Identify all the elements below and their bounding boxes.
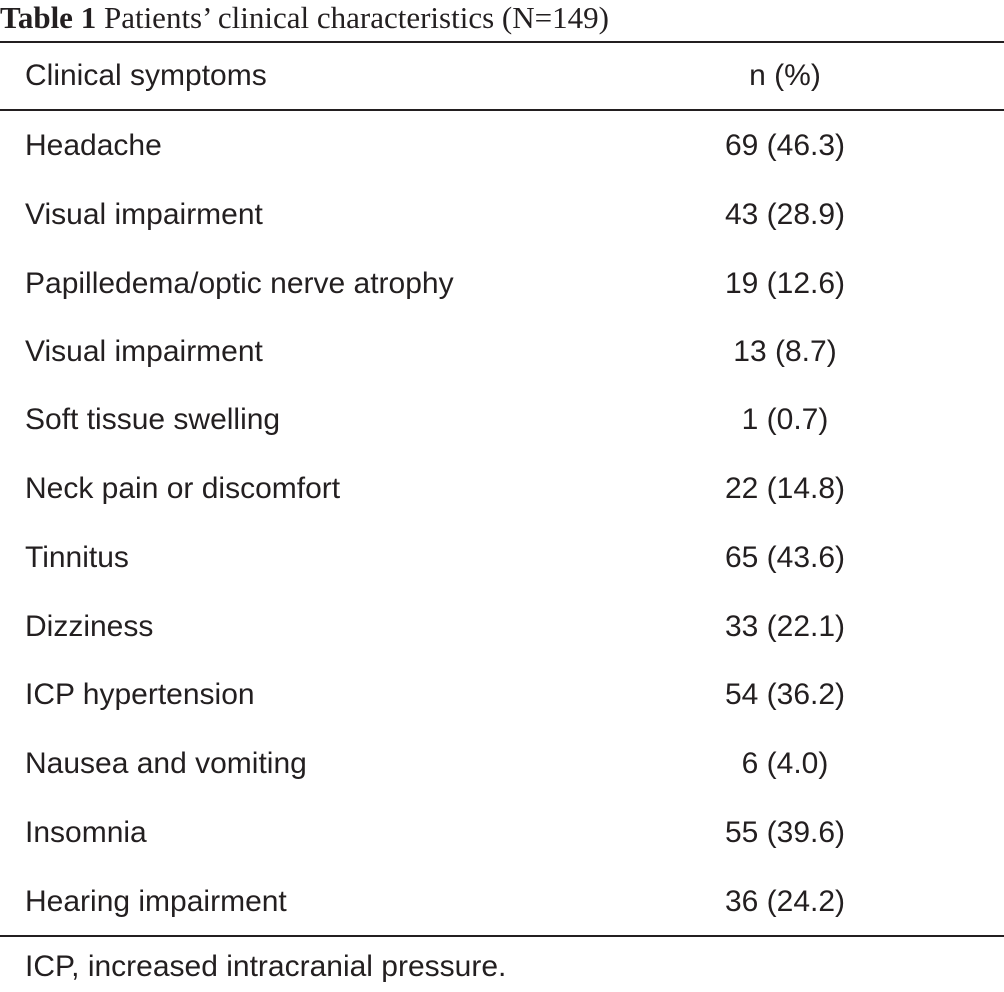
value-cell: 1 (0.7) <box>741 403 829 436</box>
table-caption-label: Table 1 <box>0 0 97 35</box>
symptom-cell: Visual impairment <box>25 198 263 231</box>
table-caption <box>0 0 609 36</box>
table-row <box>0 670 1004 720</box>
symptom-cell: Soft tissue swelling <box>25 403 281 436</box>
value-cell: 22 (14.8) <box>724 472 846 505</box>
table-row <box>0 533 1004 583</box>
table-footnote: ICP, increased intracranial pressure. <box>25 950 507 983</box>
table-row <box>0 327 1004 377</box>
value-cell: 13 (8.7) <box>733 335 837 368</box>
symptom-cell: Headache <box>25 129 162 162</box>
value-cell: 36 (24.2) <box>724 885 846 918</box>
table-bottom-rule <box>0 935 1004 937</box>
symptom-cell: Hearing impairment <box>25 885 287 918</box>
symptom-cell: Nausea and vomiting <box>25 747 307 780</box>
table-row <box>0 739 1004 789</box>
table-caption-text: Patients’ clinical characteristics (N=149) <box>103 0 609 35</box>
symptom-cell: Visual impairment <box>25 335 263 368</box>
value-cell: 6 (4.0) <box>741 747 829 780</box>
table-row <box>0 395 1004 445</box>
symptom-cell: Tinnitus <box>25 541 129 574</box>
table-row <box>0 259 1004 309</box>
value-cell: 54 (36.2) <box>724 678 846 711</box>
table-row <box>0 808 1004 858</box>
table-top-rule <box>0 41 1004 43</box>
value-cell: 69 (46.3) <box>724 129 846 162</box>
symptom-cell: Insomnia <box>25 816 147 849</box>
table-header-row <box>0 51 1004 101</box>
table-row <box>0 190 1004 240</box>
value-cell: 55 (39.6) <box>724 816 846 849</box>
table-header-rule <box>0 109 1004 111</box>
value-cell: 19 (12.6) <box>724 267 846 300</box>
symptom-cell: ICP hypertension <box>25 678 255 711</box>
column-header-symptoms: Clinical symptoms <box>25 59 267 92</box>
table-row <box>0 602 1004 652</box>
symptom-cell: Papilledema/optic nerve atrophy <box>25 267 454 300</box>
table-row <box>0 877 1004 927</box>
value-cell: 33 (22.1) <box>724 610 846 643</box>
column-header-n-percent: n (%) <box>749 59 821 92</box>
table-row <box>0 121 1004 171</box>
symptom-cell: Dizziness <box>25 610 154 643</box>
value-cell: 43 (28.9) <box>724 198 846 231</box>
symptom-cell: Neck pain or discomfort <box>25 472 341 505</box>
value-cell: 65 (43.6) <box>724 541 846 574</box>
table-row <box>0 464 1004 514</box>
